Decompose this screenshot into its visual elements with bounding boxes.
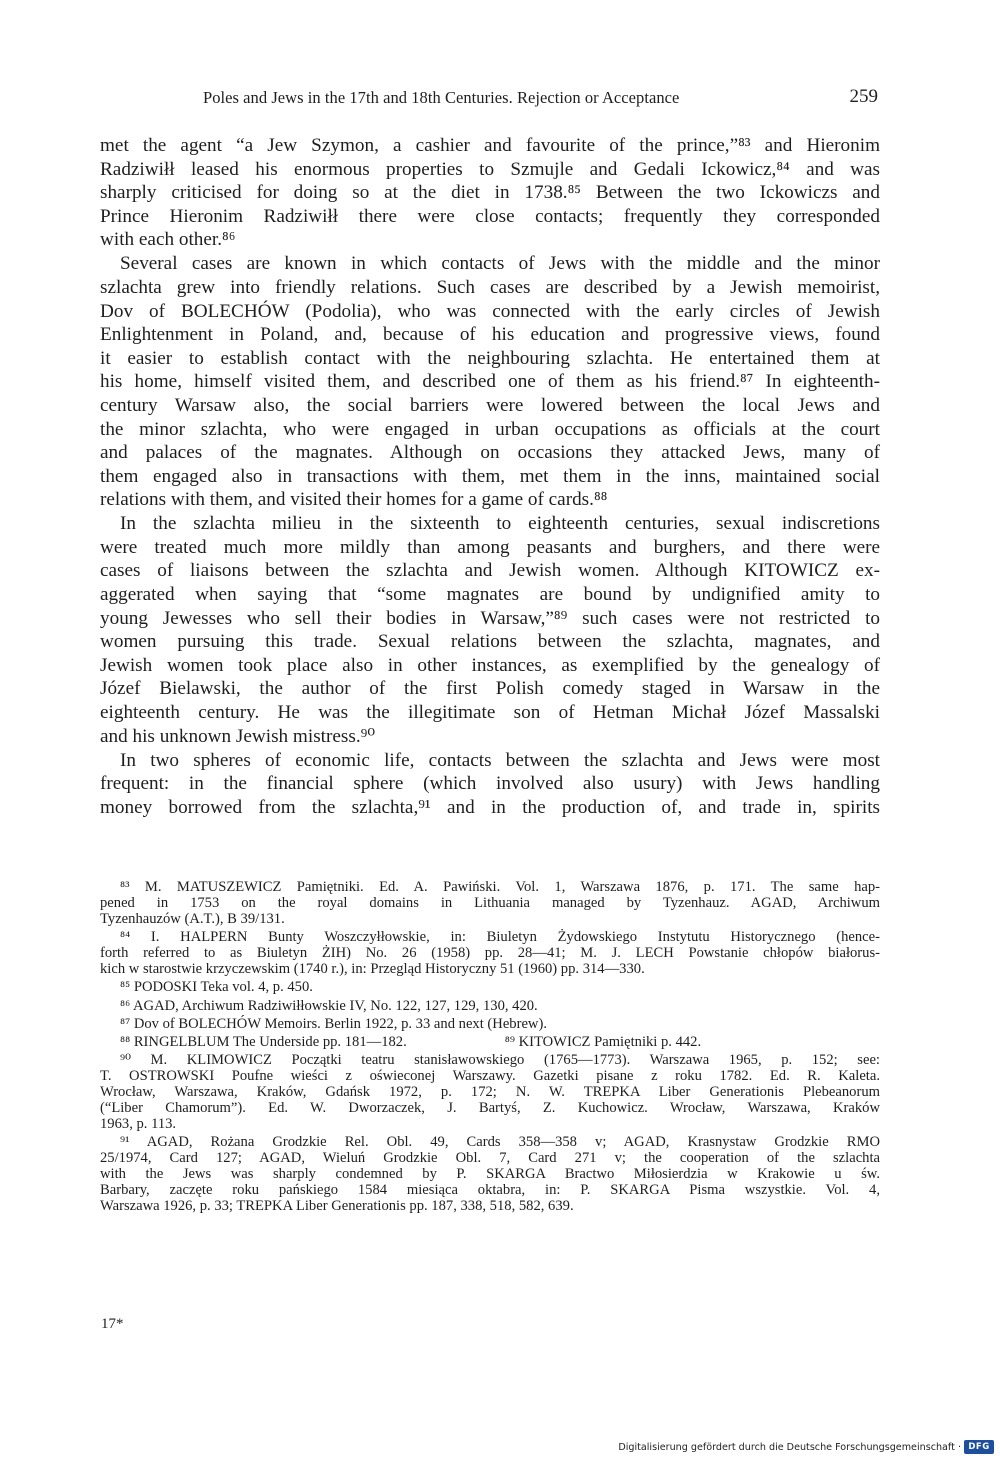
footnote-line: pened in 1753 on the royal domains in Lithuania managed by Tyzenhauz. AGAD, Archiwum	[100, 894, 880, 911]
text-line: with each other.⁸⁶	[100, 229, 236, 251]
text-line: cases of liaisons between the szlachta and Jewish women. Although KITOWICZ ex-	[100, 560, 880, 582]
text-line: In two spheres of economic life, contacts between the szlachta and Jews were most	[120, 749, 880, 771]
text-line: Radziwiłł leased his enormous properties to Szmujle and Gedali Ickowicz,⁸⁴ and was	[100, 158, 880, 180]
digitization-credit	[618, 1438, 994, 1456]
text-line: Józef Bielawski, the author of the first Polish comedy staged in Warsaw in the	[100, 678, 880, 700]
text-line: money borrowed from the szlachta,⁹¹ and in the production of, and trade in, spirits	[100, 796, 880, 818]
text-line: were treated much more mildly than among peasants and burghers, and there were	[100, 536, 880, 558]
footnote-line: ⁹¹ AGAD, Rożana Grodzkie Rel. Obl. 49, Cards 358—358 v; AGAD, Krasnystaw Grodzkie RMO	[120, 1134, 880, 1151]
footnote-line: 25/1974, Card 127; AGAD, Wieluń Grodzkie Obl. 7, Card 271 v; the cooperation of the szlachta	[100, 1150, 880, 1167]
footnote-89: ⁸⁹ KITOWICZ Pamiętniki p. 442.	[504, 1034, 702, 1051]
text-line: Dov of BOLECHÓW (Podolia), who was connected with the early circles of Jewish	[100, 300, 880, 322]
paragraph-4	[100, 749, 880, 820]
footnote-line: kich w starostwie krzyczewskim (1740 r.), in: Przegląd Historyczny 51 (1960) pp. 314—330.	[100, 960, 645, 977]
text-line: the minor szlachta, who were engaged in urban occupations as officials at the court	[100, 418, 880, 440]
text-line: In the szlachta milieu in the sixteenth to eighteenth centuries, sexual indiscretions	[120, 513, 880, 535]
footnote-line: ⁹⁰ M. KLIMOWICZ Początki teatru stanisławowskiego (1765—1773). Warszawa 1965, p. 152; see:	[120, 1052, 880, 1069]
text-line: century Warsaw also, the social barriers were lowered between the local Jews and	[100, 394, 880, 416]
footnote-line: ⁸³ M. MATUSZEWICZ Pamiętniki. Ed. A. Pawiński. Vol. 1, Warszawa 1876, p. 171. The same hap-	[120, 879, 880, 895]
running-head	[100, 86, 878, 112]
page-number: 259	[849, 86, 878, 107]
text-line: Jewish women took place also in other instances, as exemplified by the genealogy of	[100, 654, 880, 676]
footnote-line: Warszawa 1926, p. 33; TREPKA Liber Generationis pp. 187, 338, 518, 582, 639.	[100, 1197, 574, 1214]
text-line: met the agent “a Jew Szymon, a cashier and favourite of the prince,”⁸³ and Hieronim	[100, 135, 880, 156]
paragraph-2	[100, 252, 880, 512]
text-line: szlachta grew into friendly relations. Such cases are described by a Jewish memoirist,	[100, 276, 880, 298]
footnote-85	[100, 980, 880, 996]
footnotes	[100, 880, 880, 1217]
footnote-88: ⁸⁸ RINGELBLUM The Underside pp. 181—182.	[120, 1034, 407, 1051]
paragraph-3	[100, 512, 880, 748]
footnote-line: ⁸⁷ Dov of BOLECHÓW Memoirs. Berlin 1922, p. 33 and next (Hebrew).	[120, 1015, 547, 1032]
text-line: sharply criticised for doing so at the diet in 1738.⁸⁵ Between the two Ickowiczs and	[100, 182, 880, 204]
text-line: his home, himself visited them, and described one of them as his friend.⁸⁷ In eighteenth-	[100, 371, 880, 393]
footnote-90	[100, 1053, 880, 1133]
footnote-line: ⁸⁶ AGAD, Archiwum Radziwiłłowskie IV, No. 122, 127, 129, 130, 420.	[120, 997, 538, 1014]
footnote-line: forth referred to as Biuletyn ŻIH) No. 26 (1958) pp. 28—41; M. J. LECH Powstanie chłopów białorus-	[100, 945, 880, 962]
footnote-line: T. OSTROWSKI Poufne wieści z oświeconej Warszawy. Gazetki pisane z roku 1782. Ed. R. Kaleta.	[100, 1068, 880, 1085]
footnote-pair-line	[100, 1035, 880, 1051]
footnote-87	[100, 1017, 880, 1033]
text-line: aggerated when saying that “some magnates are bound by undignified amity to	[100, 584, 880, 606]
paragraph-1	[100, 134, 880, 252]
text-line: relations with them, and visited their homes for a game of cards.⁸⁸	[100, 489, 608, 511]
running-title: Poles and Jews in the 17th and 18th Centuries. Rejection or Acceptance	[203, 88, 680, 107]
text-line: it easier to establish contact with the neighbouring szlachta. He entertained them at	[100, 347, 880, 369]
footnote-84	[100, 930, 880, 978]
footnote-86	[100, 999, 880, 1015]
text-line: them engaged also in transactions with them, met them in the inns, maintained social	[100, 465, 880, 487]
text-line: Several cases are known in which contacts of Jews with the middle and the minor	[120, 253, 880, 275]
text-line: frequent: in the financial sphere (which involved also usury) with Jews handling	[100, 773, 880, 795]
dfg-logo-icon: DFG	[964, 1440, 994, 1454]
text-line: Enlightenment in Poland, and, because of his education and progressive views, found	[100, 324, 880, 346]
footnote-line: (“Liber Chamorum”). Ed. W. Dworzaczek, J. Bartyś, Z. Kuchowicz. Wrocław, Warszawa, Kraków	[100, 1100, 880, 1117]
text-line: young Jewesses who sell their bodies in Warsaw,”⁸⁹ such cases were not restricted to	[100, 607, 880, 629]
body-text	[100, 134, 880, 820]
text-line: eighteenth century. He was the illegitimate son of Hetman Michał Józef Massalski	[100, 702, 880, 724]
footnote-line: with the Jews was sharply condemned by P. SKARGA Bractwo Miłosierdzia w Krakowie u św.	[100, 1166, 880, 1183]
footnote-line: Tyzenhauzów (A.T.), B 39/131.	[100, 910, 285, 927]
footnote-line: Wrocław, Warszawa, Kraków, Gdańsk 1972, p. 172; N. W. TREPKA Liber Generationis Plebeanorum	[100, 1084, 880, 1101]
text-line: and his unknown Jewish mistress.⁹⁰	[100, 725, 376, 747]
footnote-91	[100, 1135, 880, 1215]
text-line: and palaces of the magnates. Although on occasions they attacked Jews, many of	[100, 442, 880, 464]
footnote-line: ⁸⁴ I. HALPERN Bunty Woszczyłłowskie, in: Biuletyn Żydowskiego Instytutu Historycznego (hence-	[120, 929, 880, 946]
footnote-line: Barbary, zaczęte roku pańskiego 1584 miesiąca oktabra, in: P. SKARGA Pisma wszystkie. Vol. 4,	[100, 1182, 880, 1199]
digitization-credit-text: Digitalisierung gefördert durch die Deutsche Forschungsgemeinschaft ·	[618, 1441, 961, 1453]
text-line: women pursuing this trade. Sexual relations between the szlachta, magnates, and	[100, 631, 880, 653]
footnote-83	[100, 880, 880, 928]
footnote-88-89	[100, 1035, 880, 1051]
footnote-line: 1963, p. 113.	[100, 1116, 177, 1133]
text-line: Prince Hieronim Radziwiłł there were close contacts; frequently they corresponded	[100, 205, 880, 227]
signature-mark: 17*	[101, 1316, 124, 1332]
footnote-line: ⁸⁵ PODOSKI Teka vol. 4, p. 450.	[120, 979, 313, 996]
